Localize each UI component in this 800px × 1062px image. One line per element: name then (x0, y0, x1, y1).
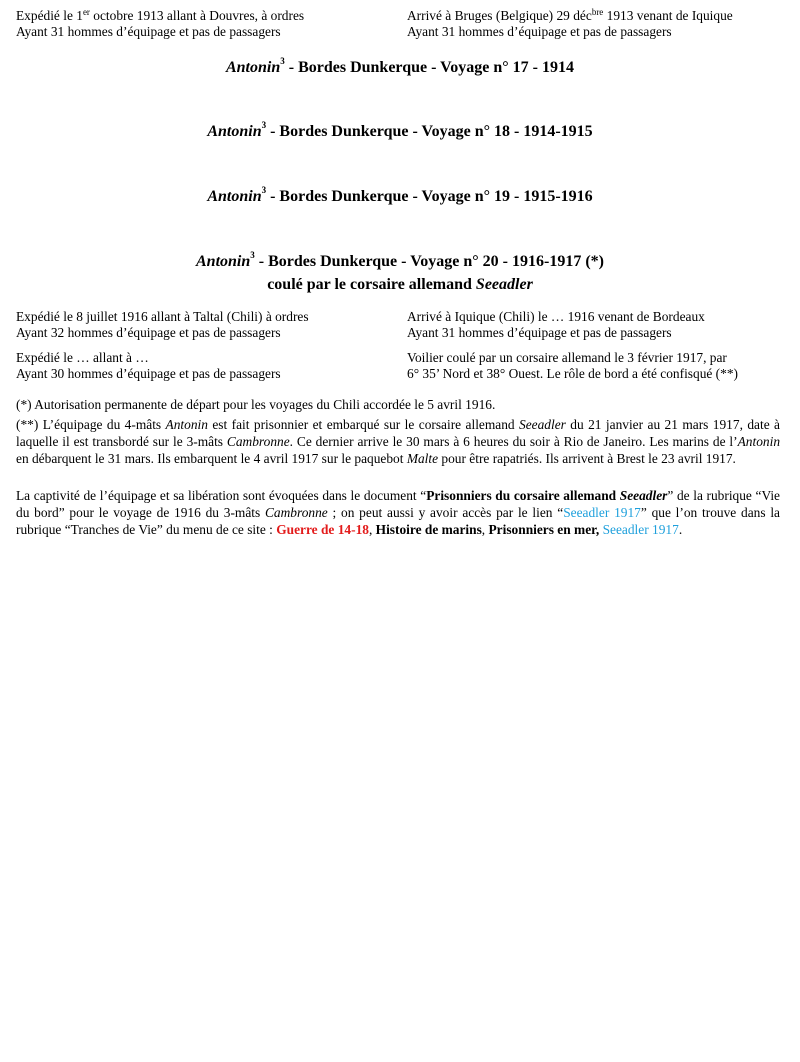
departure-info (16, 350, 281, 382)
guerre-14-18-link[interactable]: Guerre de 14-18 (276, 522, 369, 537)
seeadler-1917-link[interactable]: Seeadler 1917 (563, 505, 641, 520)
departure-line: Expédié le … allant à … (16, 350, 149, 365)
arrival-line: Arrivé à Iquique (Chili) le … 1916 venant de Bordeaux (407, 309, 705, 324)
departure-line: Expédié le 1er octobre 1913 allant à Douvres, à ordres (16, 7, 305, 23)
captivity-paragraph: La captivité de l’équipage et sa libération sont évoquées dans le document “Prisonniers du corsaire allemand Seeadler” de la rubrique “Vie du bord” pour le voyage de 1916 du 3-mâts Cambronne ; on peut aussi y avoir accès par le lien “Seeadler 1917” que l’on trouve dans la rubrique “Tranches de Vie” du menu de ce site : Guerre de 14-18, Histoire de marins, Prisonniers en mer, Seeadler 1917. (16, 488, 780, 537)
arrival-info (407, 8, 733, 40)
arrival-info (407, 309, 705, 341)
departure-info (16, 8, 304, 40)
voyage-19-heading: Antonin$^3$ - Bordes Dunkerque - Voyage n° 19 - 1915-1916 (207, 185, 593, 205)
voyage-20-subheading: coulé par le corsaire allemand Seeadler (267, 276, 533, 293)
sinking-info (407, 350, 738, 382)
seeadler-1917-menu-link[interactable]: Seeadler 1917 (602, 522, 679, 537)
prisonniers-en-mer-label: Prisonniers en mer, (488, 522, 600, 537)
departure-line: Expédié le 8 juillet 1916 allant à Taltal (Chili) à ordres (16, 309, 309, 324)
position-line: 6° 35’ Nord et 38° Ouest. Le rôle de bord a été confisqué (**) (407, 366, 738, 381)
crew-line: Ayant 31 hommes d’équipage et pas de passagers (407, 325, 672, 340)
crew-line: Ayant 30 hommes d’équipage et pas de passagers (16, 366, 281, 381)
arrival-line: Arrivé à Bruges (Belgique) 29 déc$^{bre}$ 1913 venant de Iquique (407, 7, 733, 23)
crew-line: Ayant 31 hommes d’équipage et pas de passagers (16, 24, 281, 39)
voyage-18-heading: Antonin$^3$ - Bordes Dunkerque - Voyage n° 18 - 1914-1915 (207, 120, 593, 140)
histoire-de-marins-label: Histoire de marins (375, 522, 482, 537)
crew-line: Ayant 31 hommes d’équipage et pas de passagers (407, 24, 672, 39)
departure-info (16, 309, 309, 341)
sinking-line: Voilier coulé par un corsaire allemand le 3 février 1917, par (407, 350, 727, 365)
voyage-17-heading: Antonin$^3$ - Bordes Dunkerque - Voyage n° 17 - 1914 (225, 56, 574, 76)
footnote-1: (*) Autorisation permanente de départ pour les voyages du Chili accordée le 5 avril 1916. (16, 397, 496, 412)
footnote-2: (**) L’équipage du 4-mâts Antonin est fait prisonnier et embarqué sur le corsaire allemand Seeadler du 21 janvier au 21 mars 1917, date à laquelle il est transbordé sur le 3-mâts Cambronne. Ce dernier arrive le 30 mars à 6 heures du soir à Rio de Janeiro. Les marins de l’Antonin en débarquent le 31 mars. Ils embarquent le 4 avril 1917 sur le paquebot Malte pour être rapatriés. Ils arrivent à Brest le 23 avril 1917. (16, 417, 781, 466)
voyage-20-heading: Antonin$^3$ - Bordes Dunkerque - Voyage n° 20 - 1916-1917 (*) (196, 250, 604, 270)
crew-line: Ayant 32 hommes d’équipage et pas de passagers (16, 325, 281, 340)
